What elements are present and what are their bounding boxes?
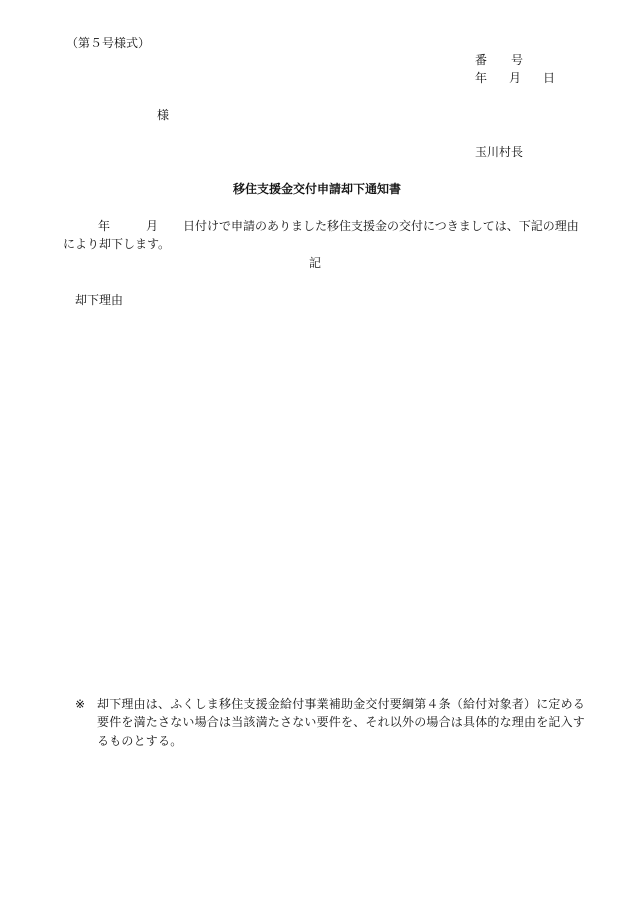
body-month-label: 月	[146, 219, 159, 233]
note-line-2: 要件を満たさない場合は当該満たさない要件を、それ以外の場合は具体的な理由を記入す	[97, 715, 586, 729]
note-line-1: 却下理由は、ふくしま移住支援金給付事業補助金交付要綱第４条（給付対象者）に定める	[97, 697, 586, 711]
note-mark: ※	[75, 697, 86, 711]
ki-heading: 記	[309, 256, 322, 270]
body-year-label: 年	[98, 219, 111, 233]
recipient-suffix: 様	[157, 108, 170, 122]
form-number: （第５号様式）	[66, 36, 151, 50]
note-line-3: るものとする。	[97, 734, 183, 748]
date-year-label: 年	[475, 71, 488, 85]
sender-name: 玉川村長	[475, 145, 524, 159]
rejection-reason-label: 却下理由	[75, 293, 124, 307]
number-label-ban: 番	[475, 53, 488, 67]
date-month-label: 月	[509, 71, 522, 85]
body-line-2: により却下します。	[63, 237, 171, 251]
date-day-label: 日	[543, 71, 556, 85]
document-title: 移住支援金交付申請却下通知書	[233, 182, 402, 196]
number-label-go: 号	[511, 53, 524, 67]
body-line-1: 日付けで申請のありました移住支援金の交付につきましては、下記の理由	[183, 219, 579, 233]
